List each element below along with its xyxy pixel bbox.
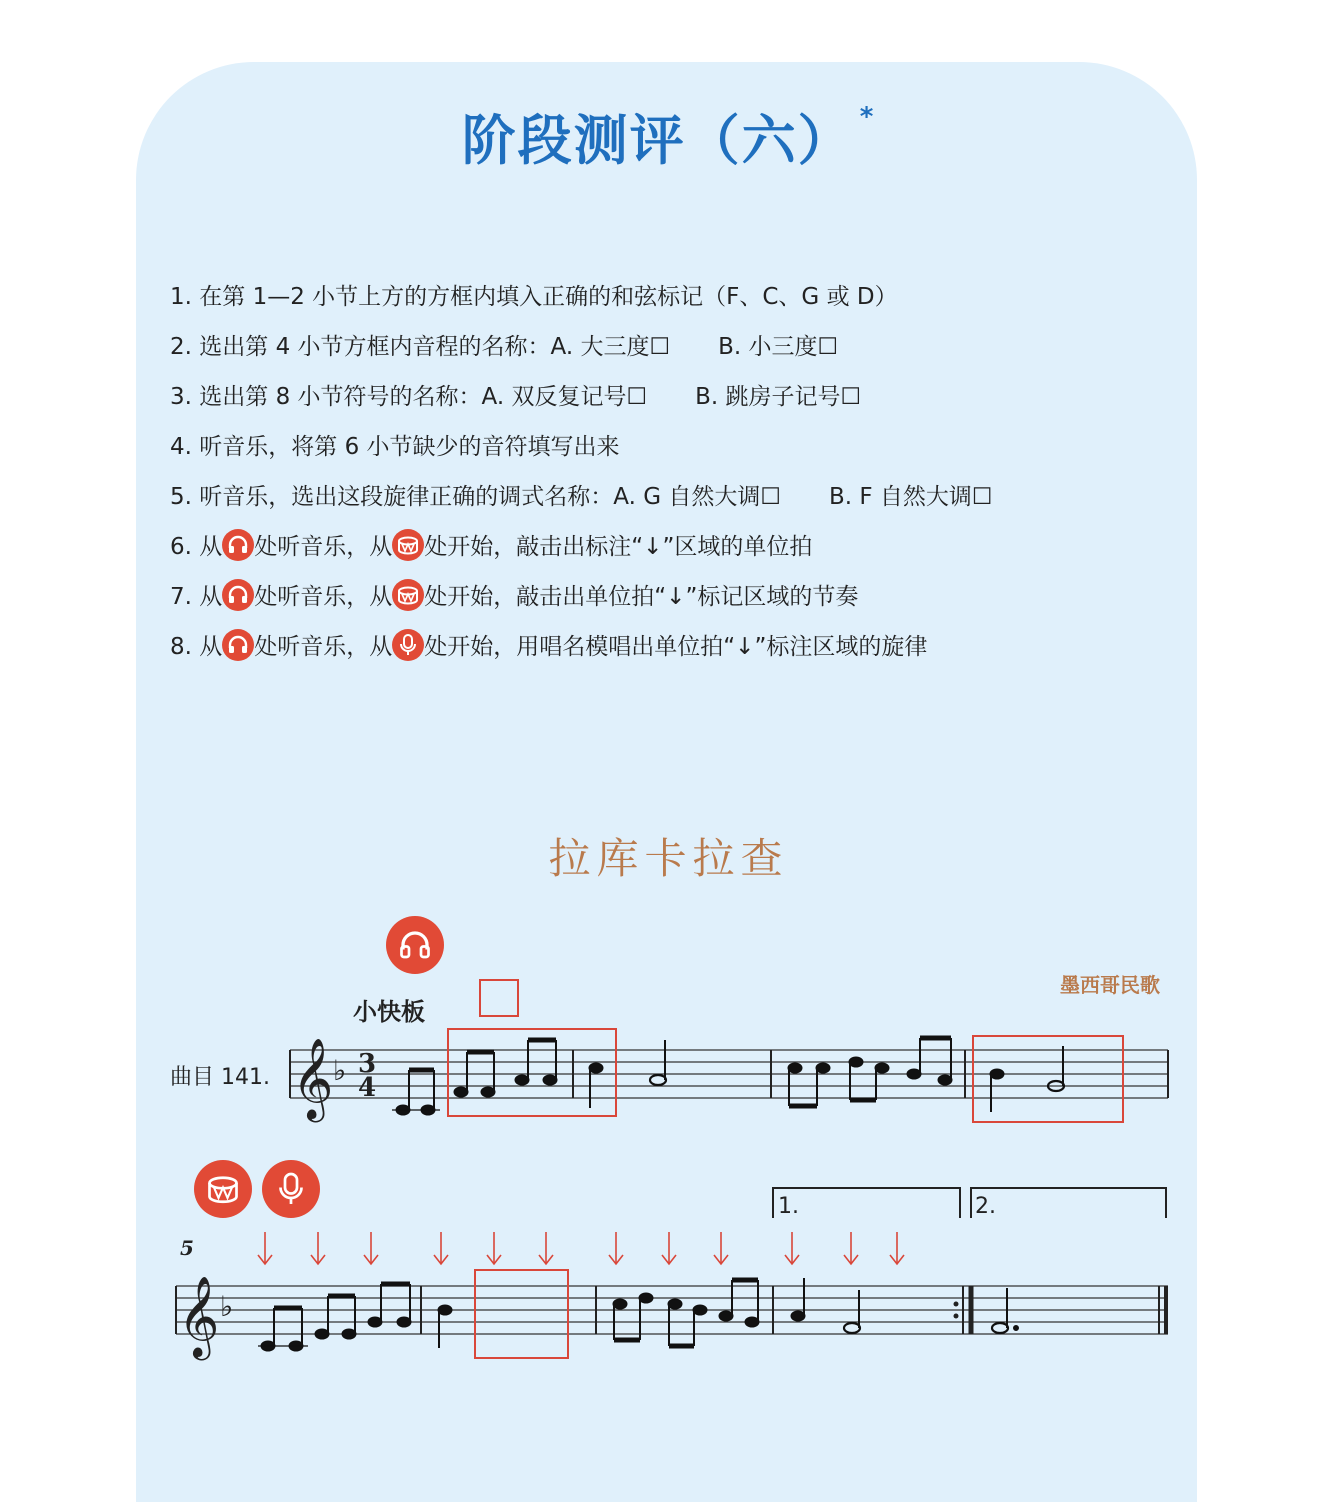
beat-arrow <box>714 1232 728 1264</box>
question-5-option-a[interactable]: 5. 听音乐，选出这段旋律正确的调式名称：A. G 自然大调☐ <box>170 484 781 510</box>
time-sig-bottom: 4 <box>358 1073 377 1103</box>
volta-brackets <box>773 1188 1166 1218</box>
key-flat: ♭ <box>333 1054 347 1087</box>
volta-1-label: 1. <box>778 1194 799 1219</box>
title-mark: * <box>859 102 876 132</box>
question-3-option-a[interactable]: 3. 选出第 8 小节符号的名称：A. 双反复记号☐ <box>170 384 648 410</box>
composer-credit: 墨西哥民歌 <box>1060 973 1160 997</box>
staff-1 <box>290 1050 1168 1098</box>
beat-arrow <box>258 1232 272 1264</box>
beat-arrow <box>311 1232 325 1264</box>
title-text: 阶段测评（六） <box>461 109 854 172</box>
beat-arrow <box>539 1232 553 1264</box>
question-6-mid: 处听音乐，从 <box>254 534 393 560</box>
notes-measure-7 <box>613 1280 759 1346</box>
question-2-option-b[interactable]: B. 小三度☐ <box>718 334 839 360</box>
treble-clef-2: 𝄞 <box>178 1275 220 1357</box>
question-6-post: 处开始，敲击出标注“↓”区域的单位拍 <box>424 534 813 560</box>
beat-arrow <box>844 1232 858 1264</box>
question-7-mid: 处听音乐，从 <box>254 584 393 610</box>
question-7-pre: 7. 从 <box>170 584 223 610</box>
beat-arrow <box>364 1232 378 1264</box>
beat-arrow <box>785 1232 799 1264</box>
question-8-pre: 8. 从 <box>170 634 223 660</box>
treble-clef: 𝄞 <box>292 1037 334 1119</box>
notes-measure-6 <box>438 1305 452 1348</box>
piece-number: 曲目 141. <box>170 1065 270 1090</box>
notes-measure-1 <box>392 1040 557 1115</box>
question-8-mid: 处听音乐，从 <box>254 634 393 660</box>
question-8-post: 处开始，用唱名模唱出单位拍“↓”标注区域的旋律 <box>424 634 928 660</box>
song-title: 拉库卡拉查 <box>548 834 789 883</box>
staff-2 <box>176 1286 1168 1334</box>
question-3-option-b[interactable]: B. 跳房子记号☐ <box>695 384 862 410</box>
question-7-post: 处开始，敲击出单位拍“↓”标记区域的节奏 <box>424 584 859 610</box>
notes-measure-3 <box>788 1038 952 1106</box>
beat-arrow <box>487 1232 501 1264</box>
volta-2-label: 2. <box>975 1194 996 1219</box>
beat-arrows <box>258 1232 904 1264</box>
notes-measure-5 <box>258 1284 411 1351</box>
question-2-option-a[interactable]: 2. 选出第 4 小节方框内音程的名称：A. 大三度☐ <box>170 334 671 360</box>
beat-arrow <box>609 1232 623 1264</box>
question-6-pre: 6. 从 <box>170 534 223 560</box>
tempo-marking: 小快板 <box>353 998 425 1026</box>
notes-measure-4 <box>990 1046 1064 1112</box>
chord-answer-box <box>480 980 518 1016</box>
missing-notes-box <box>475 1270 568 1358</box>
question-4-text: 4. 听音乐，将第 6 小节缺少的音符填写出来 <box>170 434 620 460</box>
key-flat-2: ♭ <box>220 1290 234 1323</box>
time-sig-top: 3 <box>358 1049 377 1079</box>
beat-arrow <box>662 1232 676 1264</box>
question-1-text: 1. 在第 1—2 小节上方的方框内填入正确的和弦标记（F、C、G 或 D） <box>170 284 898 310</box>
question-5-option-b[interactable]: B. F 自然大调☐ <box>828 484 993 510</box>
beat-arrow <box>890 1232 904 1264</box>
measure-number: 5 <box>180 1236 194 1260</box>
beat-arrow <box>434 1232 448 1264</box>
